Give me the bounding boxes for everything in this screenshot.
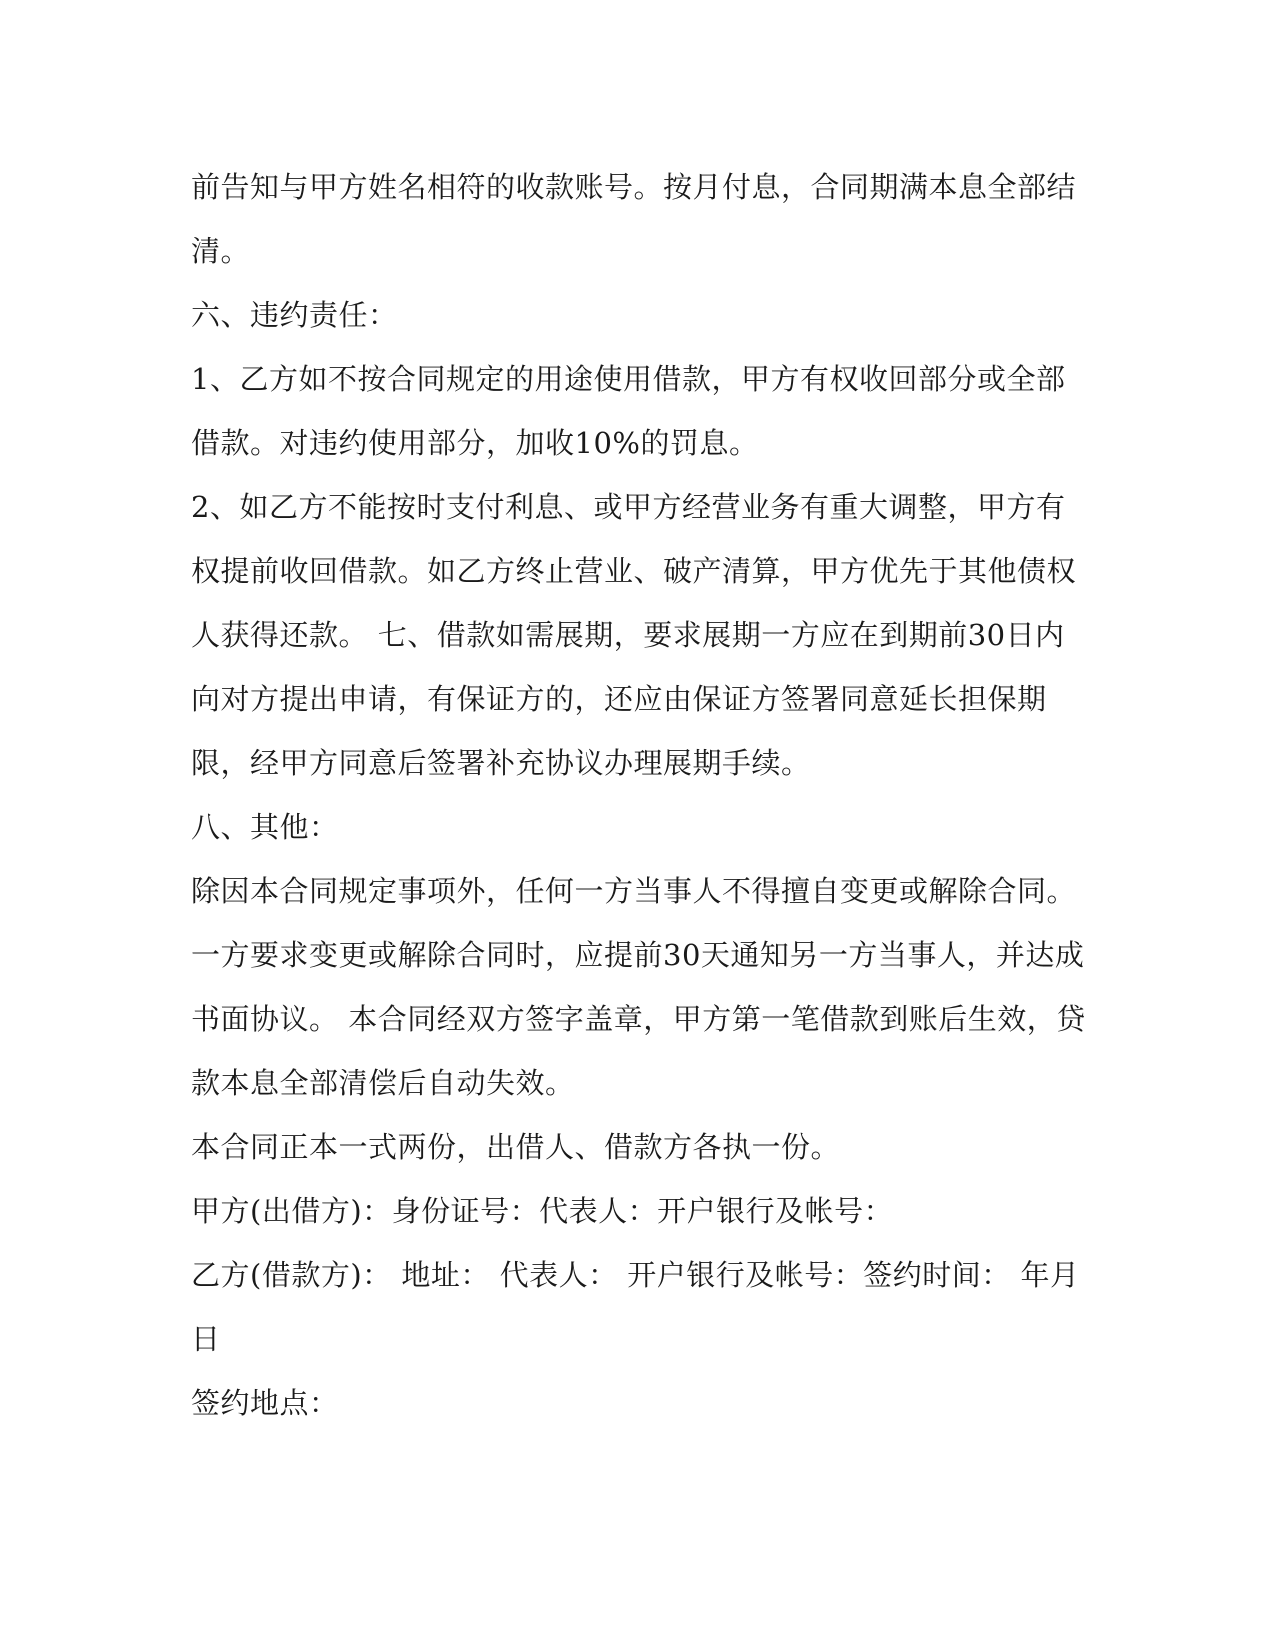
paragraph-breach-clause-1: 1、乙方如不按合同规定的用途使用借款，甲方有权收回部分或全部借款。对违约使用部分，加收10%的罚息。	[191, 362, 1066, 460]
paragraph-repayment-terms: 前告知与甲方姓名相符的收款账号。按月付息，合同期满本息全部结清。	[191, 170, 1077, 268]
document-body	[191, 155, 1091, 1435]
paragraph-copies: 本合同正本一式两份，出借人、借款方各执一份。	[191, 1130, 841, 1164]
paragraph-breach-clause-2: 2、如乙方不能按时支付利息、或甲方经营业务有重大调整，甲方有权提前收回借款。如乙方终止营业、破产清算，甲方优先于其他债权人获得还款。 七、借款如需展期，要求展期一方应在到期前30日内向对方提出申请，有保证方的，还应由保证方签署同意延长担保期限，经甲方同意后签署补充协议办理展期手续。	[191, 490, 1077, 780]
paragraph-other-terms: 除因本合同规定事项外，任何一方当事人不得擅自变更或解除合同。一方要求变更或解除合同时，应提前30天通知另一方当事人，并达成书面协议。 本合同经双方签字盖章，甲方第一笔借款到账后生效，贷款本息全部清偿后自动失效。	[191, 874, 1086, 1100]
signature-party-a: 甲方(出借方)：身份证号：代表人：开户银行及帐号：	[191, 1194, 894, 1228]
heading-other: 八、其他：	[191, 810, 339, 844]
signing-place: 签约地点：	[191, 1386, 339, 1420]
signature-party-b: 乙方(借款方)： 地址： 代表人： 开户银行及帐号：签约时间： 年月 日	[191, 1258, 1090, 1356]
heading-breach-liability: 六、违约责任：	[191, 298, 398, 332]
